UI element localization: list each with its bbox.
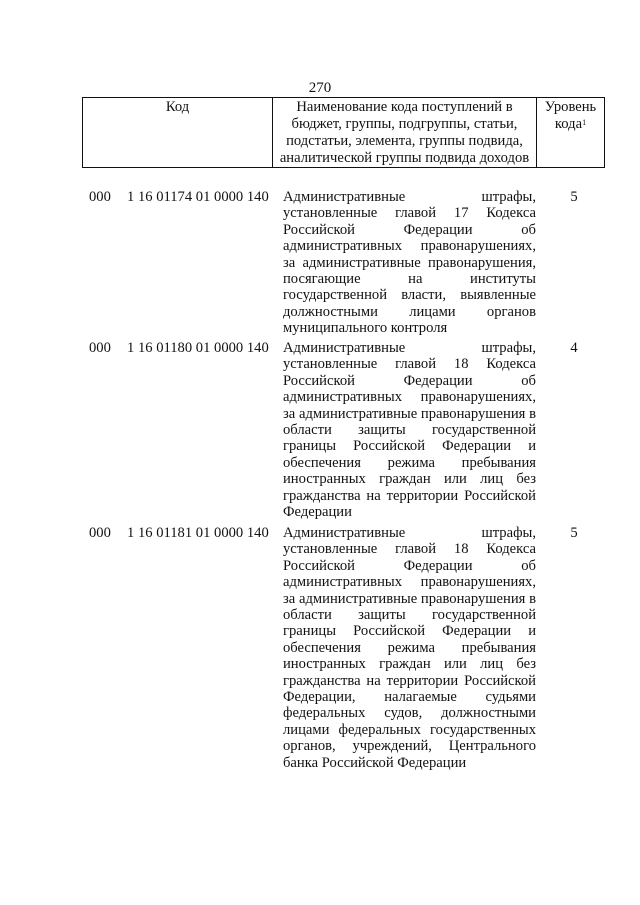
row-description: Административные штрафы, установленные главой 18 Кодекса Российской Федерации об административных правонарушениях, за административные правонарушения в области защиты государственной границы Российской Федерации и обеспечения режима пребывания иностранных граждан или лиц без гражданства на территории Российской Федерации, налагаемые судьями федеральных судов, должностными лицами федеральных государственных органов, учреждений, Центрального банка Российской Федерации <box>283 525 536 771</box>
row-description: Административные штрафы, установленные главой 18 Кодекса Российской Федерации об административных правонарушениях, за административные правонарушения в области защиты государственной границы Российской Федерации и обеспечения режима пребывания иностранных граждан или лиц без гражданства на территории Российской Федерации <box>283 340 536 521</box>
row-level: 5 <box>570 525 578 541</box>
header-name: Наименование кода поступлений в бюджет, группы, подгруппы, статьи, подстатьи, элемента, группы подвида, аналитической группы подвида доходов <box>273 98 537 168</box>
row-code: 1 16 01174 01 0000 140 <box>127 189 269 205</box>
page-number: 270 <box>308 80 332 96</box>
row-level: 4 <box>570 340 578 356</box>
header-code: Код <box>83 98 273 168</box>
row-prefix: 000 <box>89 340 111 356</box>
row-level: 5 <box>570 189 578 205</box>
row-prefix: 000 <box>89 525 111 541</box>
row-prefix: 000 <box>89 189 111 205</box>
header-level: Уровень кода <box>544 99 597 132</box>
header-level-footnote: 1 <box>582 118 587 127</box>
table-header <box>82 97 605 168</box>
row-code: 1 16 01180 01 0000 140 <box>127 340 269 356</box>
row-description: Административные штрафы, установленные главой 17 Кодекса Российской Федерации об административных правонарушениях, за административные правонарушения, посягающие на институты государственной власти, выявленные должностными лицами органов муниципального контроля <box>283 189 536 337</box>
header-level-cell <box>537 98 605 168</box>
row-code: 1 16 01181 01 0000 140 <box>127 525 269 541</box>
